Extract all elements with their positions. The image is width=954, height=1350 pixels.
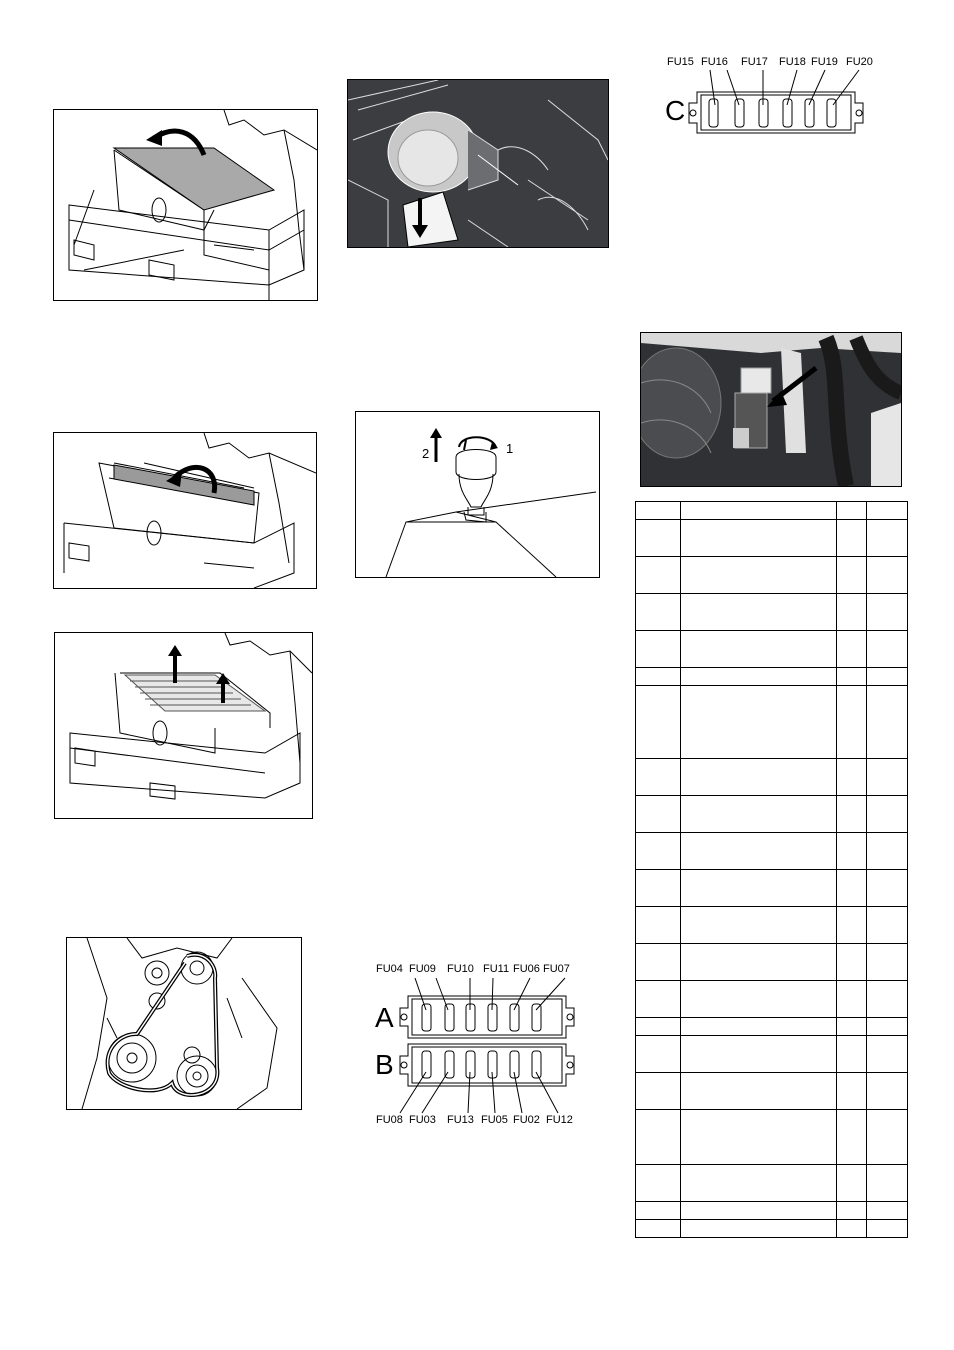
table-row <box>636 870 908 907</box>
table-cell <box>867 631 908 668</box>
fuse-label: FU04 <box>376 963 403 975</box>
table-row <box>636 1018 908 1036</box>
table-cell <box>681 668 837 686</box>
fuse-label: FU19 <box>811 56 838 68</box>
table-cell <box>837 557 867 594</box>
table-cell <box>636 1018 681 1036</box>
fuse-label: FU12 <box>546 1114 573 1126</box>
table-cell <box>681 1165 837 1202</box>
table-cell <box>681 686 837 759</box>
table-cell <box>837 1202 867 1220</box>
figure-cover-hinges <box>53 432 317 589</box>
table-cell <box>837 631 867 668</box>
table-cell <box>867 981 908 1018</box>
table-cell <box>837 870 867 907</box>
table-cell <box>867 944 908 981</box>
table-row <box>636 668 908 686</box>
table-row <box>636 1110 908 1165</box>
fuse-label: FU10 <box>447 963 474 975</box>
table-cell <box>837 594 867 631</box>
fuse-box-letter: B <box>375 1049 394 1080</box>
table-cell <box>636 631 681 668</box>
table-cell <box>636 557 681 594</box>
table-cell <box>636 502 681 520</box>
table-cell <box>681 833 837 870</box>
table-cell <box>867 1202 908 1220</box>
table-cell <box>681 759 837 796</box>
fuse-box-letter: C <box>665 95 686 126</box>
table-row <box>636 796 908 833</box>
cover-open-illustration <box>54 110 317 300</box>
table-cell <box>636 1220 681 1238</box>
table-cell <box>837 520 867 557</box>
table-row <box>636 1220 908 1238</box>
table-cell <box>837 981 867 1018</box>
table-cell <box>681 631 837 668</box>
fuse-box-ab <box>370 960 590 1130</box>
fuse-label: FU02 <box>513 1114 540 1126</box>
table-cell <box>867 1073 908 1110</box>
table-cell <box>837 1165 867 1202</box>
table-cell <box>837 907 867 944</box>
fuse-label: FU11 <box>483 963 510 975</box>
table-cell <box>867 686 908 759</box>
filter-elements-illustration <box>55 633 312 818</box>
table-cell <box>636 833 681 870</box>
table-cell <box>867 833 908 870</box>
table-cell <box>837 833 867 870</box>
table-cell <box>636 520 681 557</box>
table-row <box>636 759 908 796</box>
table-cell <box>681 944 837 981</box>
fuse-label: FU09 <box>409 963 436 975</box>
table-row <box>636 1202 908 1220</box>
table-row <box>636 981 908 1018</box>
table-cell <box>636 668 681 686</box>
table-cell <box>681 870 837 907</box>
table-row <box>636 594 908 631</box>
table-cell <box>867 1036 908 1073</box>
figure-cap-twist <box>355 411 600 578</box>
table-cell <box>636 1036 681 1073</box>
table-cell <box>867 796 908 833</box>
table-row <box>636 907 908 944</box>
figure-air-filter-photo <box>347 79 609 248</box>
table-cell <box>837 796 867 833</box>
table-cell <box>636 759 681 796</box>
table-cell <box>636 1110 681 1165</box>
table-cell <box>681 594 837 631</box>
table-cell <box>867 870 908 907</box>
table-cell <box>681 1018 837 1036</box>
table-cell <box>867 520 908 557</box>
table-cell <box>837 686 867 759</box>
table-cell <box>837 1220 867 1238</box>
table-cell <box>837 502 867 520</box>
table-cell <box>837 1073 867 1110</box>
table-cell <box>636 1073 681 1110</box>
fuse-box-c-drawing <box>655 55 885 145</box>
table-cell <box>636 1202 681 1220</box>
table-cell <box>867 1165 908 1202</box>
table-row <box>636 944 908 981</box>
table-cell <box>837 1110 867 1165</box>
figure-belt-drive <box>66 937 302 1110</box>
fuse-label: FU08 <box>376 1114 403 1126</box>
table-row <box>636 631 908 668</box>
cap-twist-illustration <box>356 412 599 577</box>
fuse-table <box>635 501 908 1238</box>
figure-cover-open <box>53 109 318 301</box>
table-row <box>636 1165 908 1202</box>
table-cell <box>867 594 908 631</box>
table-cell <box>681 557 837 594</box>
table-cell <box>681 1073 837 1110</box>
fuse-box-letter: A <box>375 1002 394 1033</box>
table-cell <box>681 981 837 1018</box>
fuse-label: FU03 <box>409 1114 436 1126</box>
table-cell <box>636 594 681 631</box>
belt-drive-illustration <box>67 938 301 1109</box>
fuse-label: FU18 <box>779 56 806 68</box>
table-cell <box>681 520 837 557</box>
cover-hinges-illustration <box>54 433 316 588</box>
table-cell <box>681 907 837 944</box>
table-cell <box>636 907 681 944</box>
table-cell <box>867 1110 908 1165</box>
table-cell <box>837 1036 867 1073</box>
table-row <box>636 1036 908 1073</box>
table-cell <box>636 796 681 833</box>
step-number-2: 2 <box>422 446 430 461</box>
table-cell <box>867 1018 908 1036</box>
fuse-label: FU07 <box>543 963 570 975</box>
fuse-label: FU05 <box>481 1114 508 1126</box>
table-cell <box>837 1018 867 1036</box>
fuse-box-c <box>655 55 885 145</box>
air-filter-illustration <box>348 80 608 247</box>
table-cell <box>681 502 837 520</box>
table-row <box>636 520 908 557</box>
table-row <box>636 833 908 870</box>
table-cell <box>636 981 681 1018</box>
figure-relay-photo <box>640 332 902 487</box>
table-row <box>636 557 908 594</box>
fuse-label: FU20 <box>846 56 873 68</box>
table-cell <box>837 668 867 686</box>
fuse-label: FU06 <box>513 963 540 975</box>
fuse-label: FU15 <box>667 56 694 68</box>
table-cell <box>867 502 908 520</box>
figure-filter-elements <box>54 632 313 819</box>
table-cell <box>636 944 681 981</box>
table-cell <box>681 1202 837 1220</box>
fuse-box-ab-drawing <box>370 960 590 1130</box>
table-cell <box>681 1036 837 1073</box>
table-row <box>636 502 908 520</box>
fuse-label: FU16 <box>701 56 728 68</box>
table-cell <box>681 1110 837 1165</box>
fuse-label: FU13 <box>447 1114 474 1126</box>
table-cell <box>867 1220 908 1238</box>
table-cell <box>681 1220 837 1238</box>
fuse-label: FU17 <box>741 56 768 68</box>
table-cell <box>636 870 681 907</box>
step-number-1: 1 <box>506 441 514 456</box>
table-cell <box>837 944 867 981</box>
table-cell <box>867 907 908 944</box>
table-cell <box>681 796 837 833</box>
table-cell <box>867 557 908 594</box>
table-cell <box>837 759 867 796</box>
table-cell <box>636 1165 681 1202</box>
table-cell <box>867 668 908 686</box>
table-row <box>636 686 908 759</box>
table-cell <box>636 686 681 759</box>
table-cell <box>867 759 908 796</box>
table-row <box>636 1073 908 1110</box>
relay-photo-illustration <box>641 333 901 486</box>
